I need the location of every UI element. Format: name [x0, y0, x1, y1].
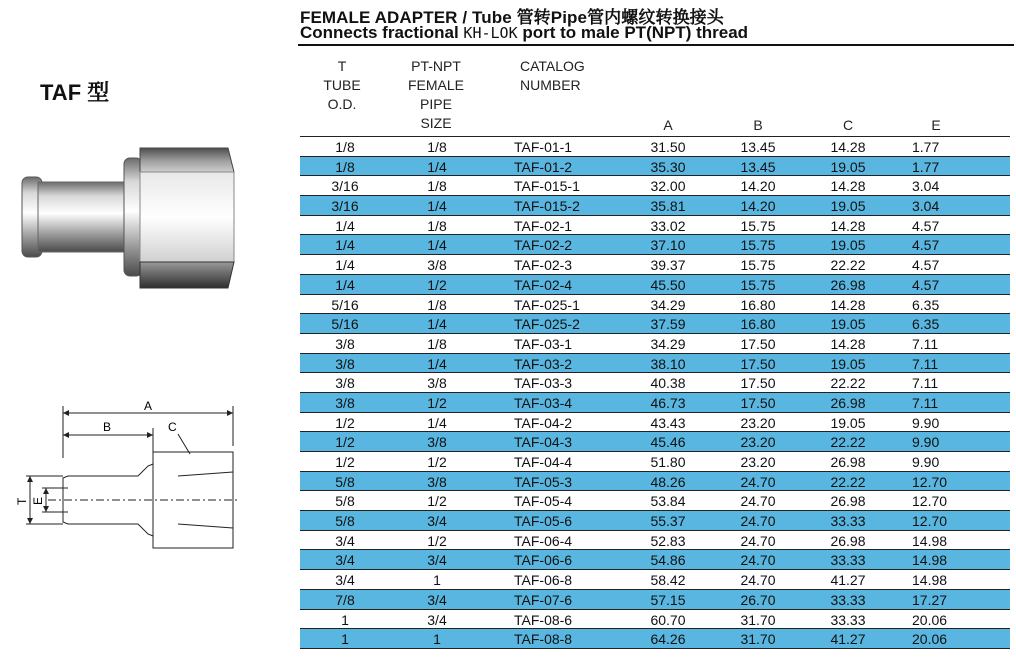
- cell-catalog-number: TAF-06-4: [514, 532, 573, 549]
- cell-dim-e: 9.90: [912, 414, 940, 431]
- cell-tube-od: 1/4: [335, 276, 355, 293]
- cell-tube-od: 1/4: [335, 217, 355, 234]
- cell-dim-b: 26.70: [740, 591, 776, 608]
- cell-dim-a: 52.83: [650, 532, 686, 549]
- cell-dim-e: 14.98: [912, 552, 948, 569]
- cell-tube-od: 1/8: [335, 139, 355, 155]
- header-line: TUBE: [323, 77, 361, 93]
- header-line: CATALOG: [520, 58, 585, 74]
- cell-pipe-size: 1: [433, 572, 441, 589]
- cell-dim-e: 7.11: [912, 355, 939, 372]
- cell-catalog-number: TAF-05-4: [514, 493, 573, 510]
- table-row: [300, 196, 1010, 216]
- cell-pipe-size: 3/4: [427, 611, 447, 628]
- cell-dim-c: 26.98: [830, 493, 866, 510]
- cell-dim-a: 46.73: [650, 394, 686, 411]
- cell-dim-b: 15.75: [740, 237, 776, 254]
- cell-catalog-number: TAF-025-1: [514, 296, 580, 313]
- cell-dim-c: 41.27: [830, 572, 866, 589]
- cell-tube-od: 3/8: [335, 375, 355, 392]
- table-row: [300, 610, 1010, 630]
- cell-pipe-size: 1/2: [427, 493, 447, 510]
- cell-tube-od: 3/8: [335, 355, 355, 372]
- cell-catalog-number: TAF-02-3: [514, 257, 573, 274]
- cell-dim-c: 19.05: [830, 355, 866, 372]
- cell-dim-c: 19.05: [830, 198, 866, 215]
- cell-dim-e: 12.70: [912, 473, 948, 490]
- header-catalog: [520, 57, 585, 95]
- table-row: [300, 216, 1010, 236]
- cell-dim-b: 23.20: [740, 414, 776, 431]
- cell-tube-od: 5/16: [331, 296, 359, 313]
- cell-pipe-size: 1/4: [427, 237, 447, 254]
- table-row: [300, 255, 1010, 275]
- cell-pipe-size: 1/2: [427, 394, 447, 411]
- table-row: [300, 176, 1010, 196]
- cell-pipe-size: 1/8: [427, 296, 447, 313]
- cell-pipe-size: 3/8: [427, 257, 447, 274]
- cell-dim-b: 24.70: [740, 513, 776, 530]
- cell-catalog-number: TAF-06-6: [514, 552, 573, 569]
- cell-dim-c: 14.28: [830, 335, 866, 352]
- cell-dim-e: 6.35: [912, 296, 940, 313]
- cell-tube-od: 1/2: [335, 434, 355, 451]
- cell-dim-b: 17.50: [740, 335, 776, 352]
- cell-dim-a: 58.42: [650, 572, 686, 589]
- cell-pipe-size: 3/4: [427, 552, 447, 569]
- table-row: [300, 137, 1010, 157]
- dimension-drawing: [8, 396, 248, 571]
- cell-dim-e: 4.57: [912, 257, 940, 274]
- cell-dim-e: 12.70: [912, 513, 948, 530]
- cell-catalog-number: TAF-03-4: [514, 394, 573, 411]
- header-line: PT-NPT: [411, 58, 461, 74]
- cell-pipe-size: 1/2: [427, 276, 447, 293]
- table-row: [300, 590, 1010, 610]
- cell-dim-e: 7.11: [912, 394, 939, 411]
- cell-catalog-number: TAF-04-4: [514, 454, 573, 470]
- cell-tube-od: 1/8: [335, 158, 355, 175]
- cell-dim-c: 14.28: [830, 217, 866, 234]
- cell-dim-c: 33.33: [830, 591, 866, 608]
- cell-dim-a: 57.15: [650, 591, 686, 608]
- header-pipe-size: [400, 57, 472, 133]
- title-rule: [298, 44, 1014, 46]
- cell-dim-b: 15.75: [740, 257, 776, 274]
- cell-dim-a: 51.80: [650, 454, 686, 470]
- cell-dim-e: 4.57: [912, 217, 940, 234]
- dim-label-c: C: [168, 420, 177, 434]
- cell-dim-e: 9.90: [912, 454, 940, 470]
- cell-dim-a: 48.26: [650, 473, 686, 490]
- cell-dim-a: 33.02: [650, 217, 686, 234]
- cell-catalog-number: TAF-05-3: [514, 473, 573, 490]
- table-row: [300, 472, 1010, 492]
- cell-catalog-number: TAF-03-2: [514, 355, 573, 372]
- cell-pipe-size: 1/4: [427, 414, 447, 431]
- cell-dim-e: 20.06: [912, 611, 948, 628]
- cell-catalog-number: TAF-03-1: [514, 335, 573, 352]
- cell-catalog-number: TAF-08-6: [514, 611, 573, 628]
- cell-dim-c: 14.28: [830, 178, 866, 195]
- cell-dim-c: 19.05: [830, 237, 866, 254]
- cell-pipe-size: 3/8: [427, 375, 447, 392]
- cell-catalog-number: TAF-04-2: [514, 414, 573, 431]
- table-row: [300, 629, 1010, 649]
- cell-dim-c: 41.27: [830, 631, 866, 648]
- cell-dim-a: 37.59: [650, 316, 686, 333]
- table-row: [300, 531, 1010, 551]
- cell-catalog-number: TAF-02-1: [514, 217, 573, 234]
- table-row: [300, 354, 1010, 374]
- cell-tube-od: 3/4: [335, 572, 355, 589]
- fitting-photo: [20, 132, 250, 302]
- cell-dim-c: 22.22: [830, 473, 866, 490]
- cell-catalog-number: TAF-03-3: [514, 375, 573, 392]
- table-row: [300, 550, 1010, 570]
- table-row: [300, 275, 1010, 295]
- cell-catalog-number: TAF-015-1: [514, 178, 580, 195]
- cell-dim-a: 35.30: [650, 158, 686, 175]
- cell-dim-e: 9.90: [912, 434, 940, 451]
- cell-dim-e: 7.11: [912, 375, 939, 392]
- cell-dim-e: 7.11: [912, 335, 939, 352]
- cell-dim-a: 34.29: [650, 335, 686, 352]
- cell-dim-a: 31.50: [650, 139, 686, 155]
- cell-dim-a: 38.10: [650, 355, 686, 372]
- header-line: FEMALE: [407, 77, 464, 93]
- cell-dim-b: 17.50: [740, 375, 776, 392]
- dim-label-a: A: [144, 399, 153, 413]
- table-row: [300, 570, 1010, 590]
- cell-tube-od: 3/8: [335, 394, 355, 411]
- header-tube-od: [320, 57, 364, 114]
- table-row: [300, 452, 1010, 472]
- table-row: [300, 511, 1010, 531]
- cell-dim-e: 4.57: [912, 276, 940, 293]
- dim-label-b: B: [103, 420, 112, 434]
- cell-catalog-number: TAF-08-8: [514, 631, 573, 648]
- cell-pipe-size: 1/4: [427, 158, 447, 175]
- cell-dim-a: 55.37: [650, 513, 686, 530]
- table-row: [300, 334, 1010, 354]
- table-row: [300, 235, 1010, 255]
- cell-tube-od: 3/16: [331, 178, 359, 195]
- cell-dim-c: 22.22: [830, 434, 866, 451]
- header-b: B: [753, 117, 763, 133]
- cell-dim-e: 1.77: [912, 139, 940, 155]
- cell-dim-e: 3.04: [912, 198, 940, 215]
- dim-label-e: E: [31, 496, 45, 505]
- cell-catalog-number: TAF-06-8: [514, 572, 573, 589]
- cell-dim-a: 53.84: [650, 493, 686, 510]
- cell-dim-b: 24.70: [740, 552, 776, 569]
- table-row: [300, 432, 1010, 452]
- cell-dim-c: 33.33: [830, 552, 866, 569]
- cell-dim-a: 39.37: [650, 257, 686, 274]
- cell-tube-od: 5/16: [331, 316, 359, 333]
- cell-tube-od: 1: [341, 611, 349, 628]
- cell-tube-od: 5/8: [335, 493, 355, 510]
- cell-pipe-size: 1/8: [427, 139, 447, 155]
- cell-tube-od: 1/2: [335, 454, 355, 470]
- cell-dim-c: 14.28: [830, 296, 866, 313]
- cell-dim-c: 33.33: [830, 611, 866, 628]
- cell-catalog-number: TAF-01-2: [514, 158, 573, 175]
- cell-dim-b: 17.50: [740, 355, 776, 372]
- cell-tube-od: 5/8: [335, 513, 355, 530]
- cell-dim-c: 19.05: [830, 158, 866, 175]
- cell-dim-b: 24.70: [740, 473, 776, 490]
- cell-tube-od: 1: [341, 631, 349, 648]
- cell-catalog-number: TAF-01-1: [514, 139, 573, 155]
- cell-dim-a: 34.29: [650, 296, 686, 313]
- cell-dim-c: 22.22: [830, 257, 866, 274]
- cell-pipe-size: 1: [433, 631, 441, 648]
- cell-catalog-number: TAF-07-6: [514, 591, 573, 608]
- subtitle-code: KH-LOK: [463, 24, 518, 42]
- cell-dim-c: 33.33: [830, 513, 866, 530]
- table-row: [300, 157, 1010, 177]
- cell-dim-b: 14.20: [740, 198, 776, 215]
- cell-catalog-number: TAF-02-4: [514, 276, 573, 293]
- header-line: SIZE: [420, 115, 452, 131]
- cell-dim-c: 26.98: [830, 532, 866, 549]
- cell-catalog-number: TAF-015-2: [514, 198, 580, 215]
- cell-tube-od: 3/16: [331, 198, 359, 215]
- cell-dim-a: 37.10: [650, 237, 686, 254]
- table-row: [300, 393, 1010, 413]
- cell-pipe-size: 3/4: [427, 591, 447, 608]
- cell-dim-e: 14.98: [912, 532, 948, 549]
- table-row: [300, 413, 1010, 433]
- table-row: [300, 491, 1010, 511]
- cell-dim-a: 40.38: [650, 375, 686, 392]
- cell-dim-c: 22.22: [830, 375, 866, 392]
- cell-dim-b: 23.20: [740, 454, 776, 470]
- cell-tube-od: 5/8: [335, 473, 355, 490]
- cell-dim-c: 26.98: [830, 394, 866, 411]
- cell-dim-c: 26.98: [830, 454, 866, 470]
- subtitle-suffix: port to male PT(NPT) thread: [517, 23, 749, 42]
- header-line: T: [337, 58, 347, 74]
- cell-dim-b: 14.20: [740, 178, 776, 195]
- cell-dim-a: 45.46: [650, 434, 686, 451]
- cell-tube-od: 3/4: [335, 552, 355, 569]
- cell-dim-a: 64.26: [650, 631, 686, 648]
- cell-tube-od: 1/2: [335, 414, 355, 431]
- cell-dim-e: 3.04: [912, 178, 940, 195]
- cell-pipe-size: 3/8: [427, 434, 447, 451]
- header-e: E: [931, 117, 941, 133]
- cell-pipe-size: 1/8: [427, 217, 447, 234]
- cell-tube-od: 1/4: [335, 257, 355, 274]
- cell-dim-a: 54.86: [650, 552, 686, 569]
- dim-label-t: T: [15, 497, 29, 505]
- cell-dim-e: 12.70: [912, 493, 948, 510]
- header-line: PIPE: [420, 96, 452, 112]
- cell-pipe-size: 1/2: [427, 454, 447, 470]
- cell-dim-b: 16.80: [740, 316, 776, 333]
- cell-catalog-number: TAF-05-6: [514, 513, 573, 530]
- cell-dim-a: 45.50: [650, 276, 686, 293]
- cell-dim-a: 32.00: [650, 178, 686, 195]
- cell-dim-b: 31.70: [740, 611, 776, 628]
- cell-pipe-size: 1/4: [427, 355, 447, 372]
- cell-tube-od: 3/4: [335, 532, 355, 549]
- table-row: [300, 295, 1010, 315]
- cell-dim-c: 26.98: [830, 276, 866, 293]
- header-a: A: [663, 117, 673, 133]
- spec-table: [300, 137, 1010, 649]
- cell-catalog-number: TAF-025-2: [514, 316, 580, 333]
- cell-dim-e: 17.27: [912, 591, 948, 608]
- cell-dim-b: 23.20: [740, 434, 776, 451]
- cell-dim-e: 1.77: [912, 158, 940, 175]
- cell-catalog-number: TAF-02-2: [514, 237, 573, 254]
- cell-dim-b: 24.70: [740, 493, 776, 510]
- cell-pipe-size: 1/4: [427, 316, 447, 333]
- cell-dim-b: 17.50: [740, 394, 776, 411]
- table-row: [300, 314, 1010, 334]
- cell-pipe-size: 1/2: [427, 532, 447, 549]
- table-row: [300, 373, 1010, 393]
- cell-pipe-size: 1/8: [427, 178, 447, 195]
- cell-dim-b: 13.45: [740, 158, 776, 175]
- cell-pipe-size: 1/4: [427, 198, 447, 215]
- header-line: O.D.: [327, 96, 357, 112]
- model-label: TAF 型: [40, 80, 110, 105]
- cell-pipe-size: 3/8: [427, 473, 447, 490]
- cell-dim-e: 14.98: [912, 572, 948, 589]
- cell-dim-c: 19.05: [830, 414, 866, 431]
- subtitle-prefix: Connects fractional: [300, 23, 464, 42]
- cell-dim-e: 6.35: [912, 316, 940, 333]
- cell-dim-a: 43.43: [650, 414, 686, 431]
- cell-dim-b: 16.80: [740, 296, 776, 313]
- cell-dim-e: 20.06: [912, 631, 948, 648]
- cell-dim-b: 24.70: [740, 532, 776, 549]
- cell-dim-c: 19.05: [830, 316, 866, 333]
- page-subtitle: [300, 23, 748, 43]
- cell-dim-b: 24.70: [740, 572, 776, 589]
- cell-tube-od: 7/8: [335, 591, 355, 608]
- cell-pipe-size: 1/8: [427, 335, 447, 352]
- cell-dim-b: 15.75: [740, 217, 776, 234]
- header-line: NUMBER: [520, 77, 581, 93]
- header-c: C: [842, 117, 854, 133]
- cell-dim-b: 31.70: [740, 631, 776, 648]
- cell-pipe-size: 3/4: [427, 513, 447, 530]
- cell-dim-b: 13.45: [740, 139, 776, 155]
- cell-dim-a: 60.70: [650, 611, 686, 628]
- cell-tube-od: 1/4: [335, 237, 355, 254]
- cell-dim-c: 14.28: [830, 139, 866, 155]
- page-title: FEMALE ADAPTER / Tube 管转Pipe管内螺纹转换接头: [300, 8, 724, 27]
- cell-dim-e: 4.57: [912, 237, 940, 254]
- cell-tube-od: 3/8: [335, 335, 355, 352]
- cell-dim-a: 35.81: [650, 198, 686, 215]
- cell-dim-b: 15.75: [740, 276, 776, 293]
- cell-catalog-number: TAF-04-3: [514, 434, 573, 451]
